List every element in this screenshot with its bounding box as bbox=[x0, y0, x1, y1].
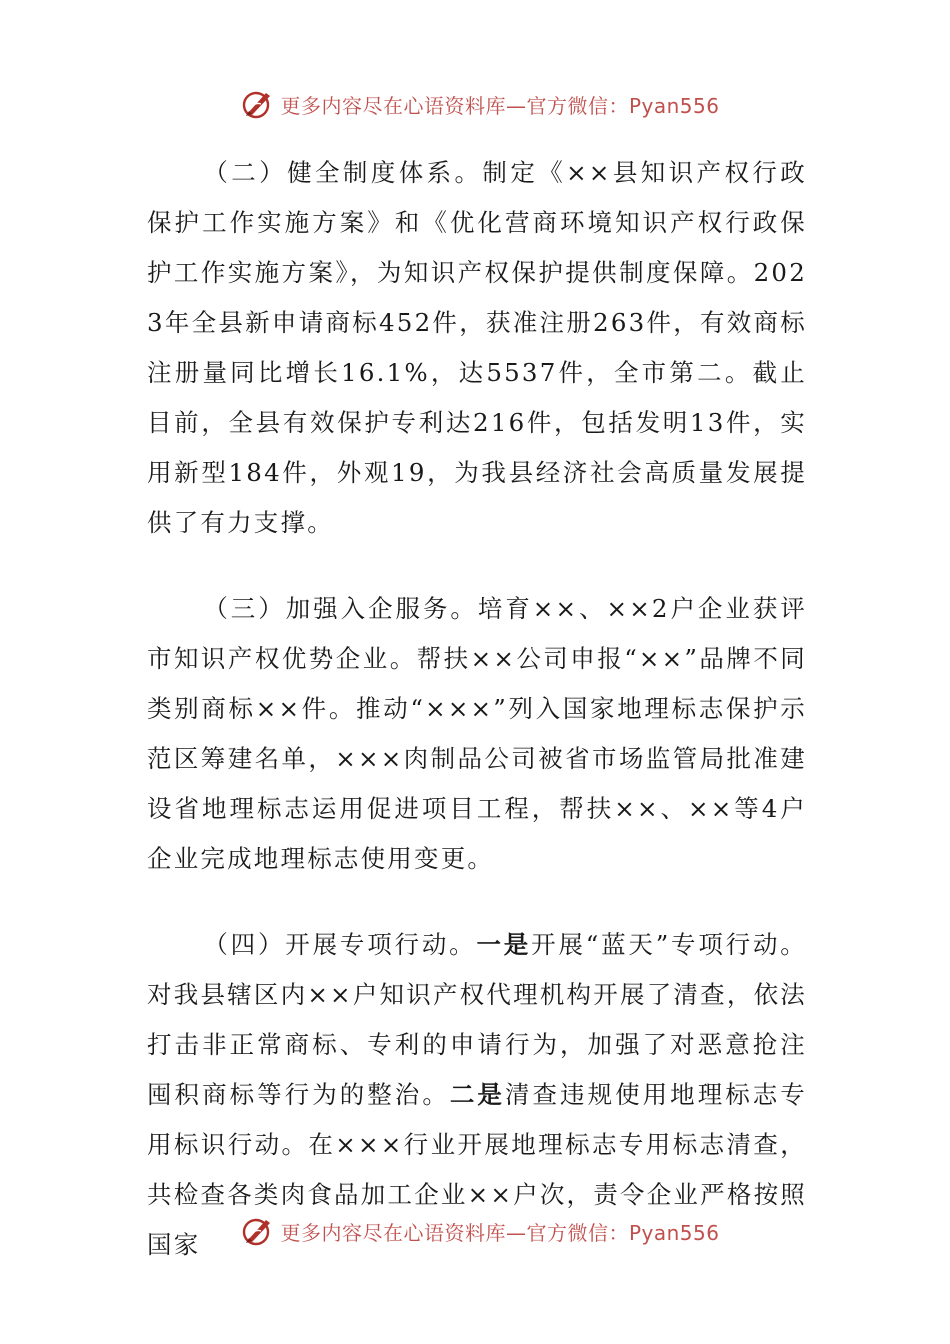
emphasis-first: 一是 bbox=[476, 930, 532, 959]
banner-content bbox=[240, 87, 719, 121]
paragraph-text: （三）加强入企服务。培育××、××2户企业获评市知识产权优势企业。帮扶××公司申报“××”品牌不同类别商标××件。推动“×××”列入国家地理标志保护示范区筹建名单，×××肉制品公司被省市场监管局批准建设省地理标志运用促进项目工程，帮扶××、××等4户企业完成地理标志使用变更。 bbox=[147, 594, 807, 873]
document-body bbox=[147, 148, 807, 1270]
pen-logo-icon bbox=[240, 1214, 274, 1248]
pen-logo-icon bbox=[240, 87, 274, 121]
banner-text: 更多内容尽在心语资料库—官方微信：Pyan556 bbox=[280, 1220, 720, 1245]
paragraph-enterprise-service bbox=[147, 584, 807, 884]
paragraph-text: （四）开展专项行动。 bbox=[203, 930, 477, 959]
banner-content bbox=[240, 1214, 719, 1248]
emphasis-second: 二是 bbox=[449, 1080, 505, 1109]
footer-watermark-banner bbox=[0, 1211, 950, 1251]
banner-text: 更多内容尽在心语资料库—官方微信：Pyan556 bbox=[280, 93, 720, 118]
paragraph-text: （二）健全制度体系。制定《××县知识产权行政保护工作实施方案》和《优化营商环境知识产权行政保护工作实施方案》，为知识产权保护提供制度保障。2023年全县新申请商标452件，获准注册263件，有效商标注册量同比增长16.1%，达5537件，全市第二。截止目前，全县有效保护专利达216件，包括发明13件，实用新型184件，外观19，为我县经济社会高质量发展提供了有力支撑。 bbox=[147, 158, 807, 537]
paragraph-institutional-system bbox=[147, 148, 807, 548]
paragraph-text: 开展“蓝天”专项行动。对我县辖区内××户知识产权代理机构开展了清查，依法打击非正常商标、专利的申请行为，加强了对恶意抢注囤积商标等行为的整治。 bbox=[147, 930, 808, 1109]
header-watermark-banner bbox=[0, 84, 950, 124]
paragraph-text: 清查违规使用地理标志专用标识行动。在×××行业开展地理标志专用标志清查，共检查各类肉食品加工企业××户次，责令企业严格按照国家 bbox=[147, 1080, 808, 1259]
